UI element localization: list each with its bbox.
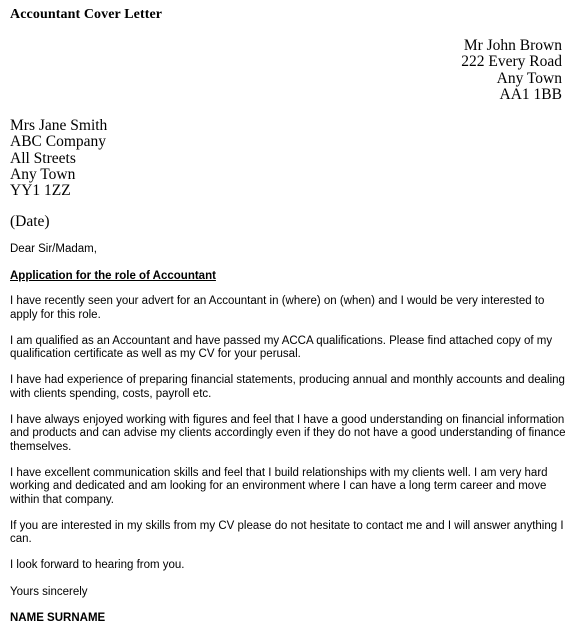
salutation: Dear Sir/Madam,	[10, 243, 97, 255]
letter-date: (Date)	[10, 213, 50, 230]
signature-name: NAME SURNAME	[10, 612, 106, 624]
sender-address	[461, 38, 562, 103]
sender-town: Any Town	[496, 69, 562, 87]
letter-body	[10, 295, 566, 585]
body-paragraph: I look forward to hearing from you.	[10, 559, 185, 571]
sender-postcode: AA1 1BB	[499, 85, 562, 103]
sender-name: Mr John Brown	[463, 37, 562, 54]
recipient-postcode: YY1 1ZZ	[10, 182, 71, 200]
body-paragraph: If you are interested in my skills from my CV please do not hesitate to contact me and I will answer anything I can.	[10, 519, 564, 545]
recipient-street: All Streets	[10, 149, 76, 167]
sender-street: 222 Every Road	[461, 53, 562, 71]
recipient-town: Any Town	[10, 165, 76, 183]
recipient-address	[10, 118, 107, 199]
closing: Yours sincerely	[10, 586, 88, 598]
body-paragraph: I have always enjoyed working with figures and feel that I have a good understanding on financial information and products and can advise my clients accordingly even if they do not have a good understanding of finance themselves.	[10, 413, 566, 453]
subject-line: Application for the role of Accountant	[10, 270, 216, 282]
body-paragraph: I have excellent communication skills and feel that I build relationships with my clients well. I am very hard working and dedicated and am looking for an environment where I can have a long term career and move within that company.	[10, 466, 548, 506]
body-paragraph: I have recently seen your advert for an Accountant in (where) on (when) and I would be very interested to apply for this role.	[10, 295, 545, 321]
document-title: Accountant Cover Letter	[10, 7, 163, 22]
recipient-company: ABC Company	[10, 133, 107, 151]
recipient-name: Mrs Jane Smith	[10, 117, 108, 134]
body-paragraph: I have had experience of preparing financial statements, producing annual and monthly accounts and dealing with clients spending, costs, payroll etc.	[10, 374, 565, 400]
body-paragraph: I am qualified as an Accountant and have passed my ACCA qualifications. Please find attached copy of my qualification certificate as well as my CV for your perusal.	[10, 334, 553, 360]
